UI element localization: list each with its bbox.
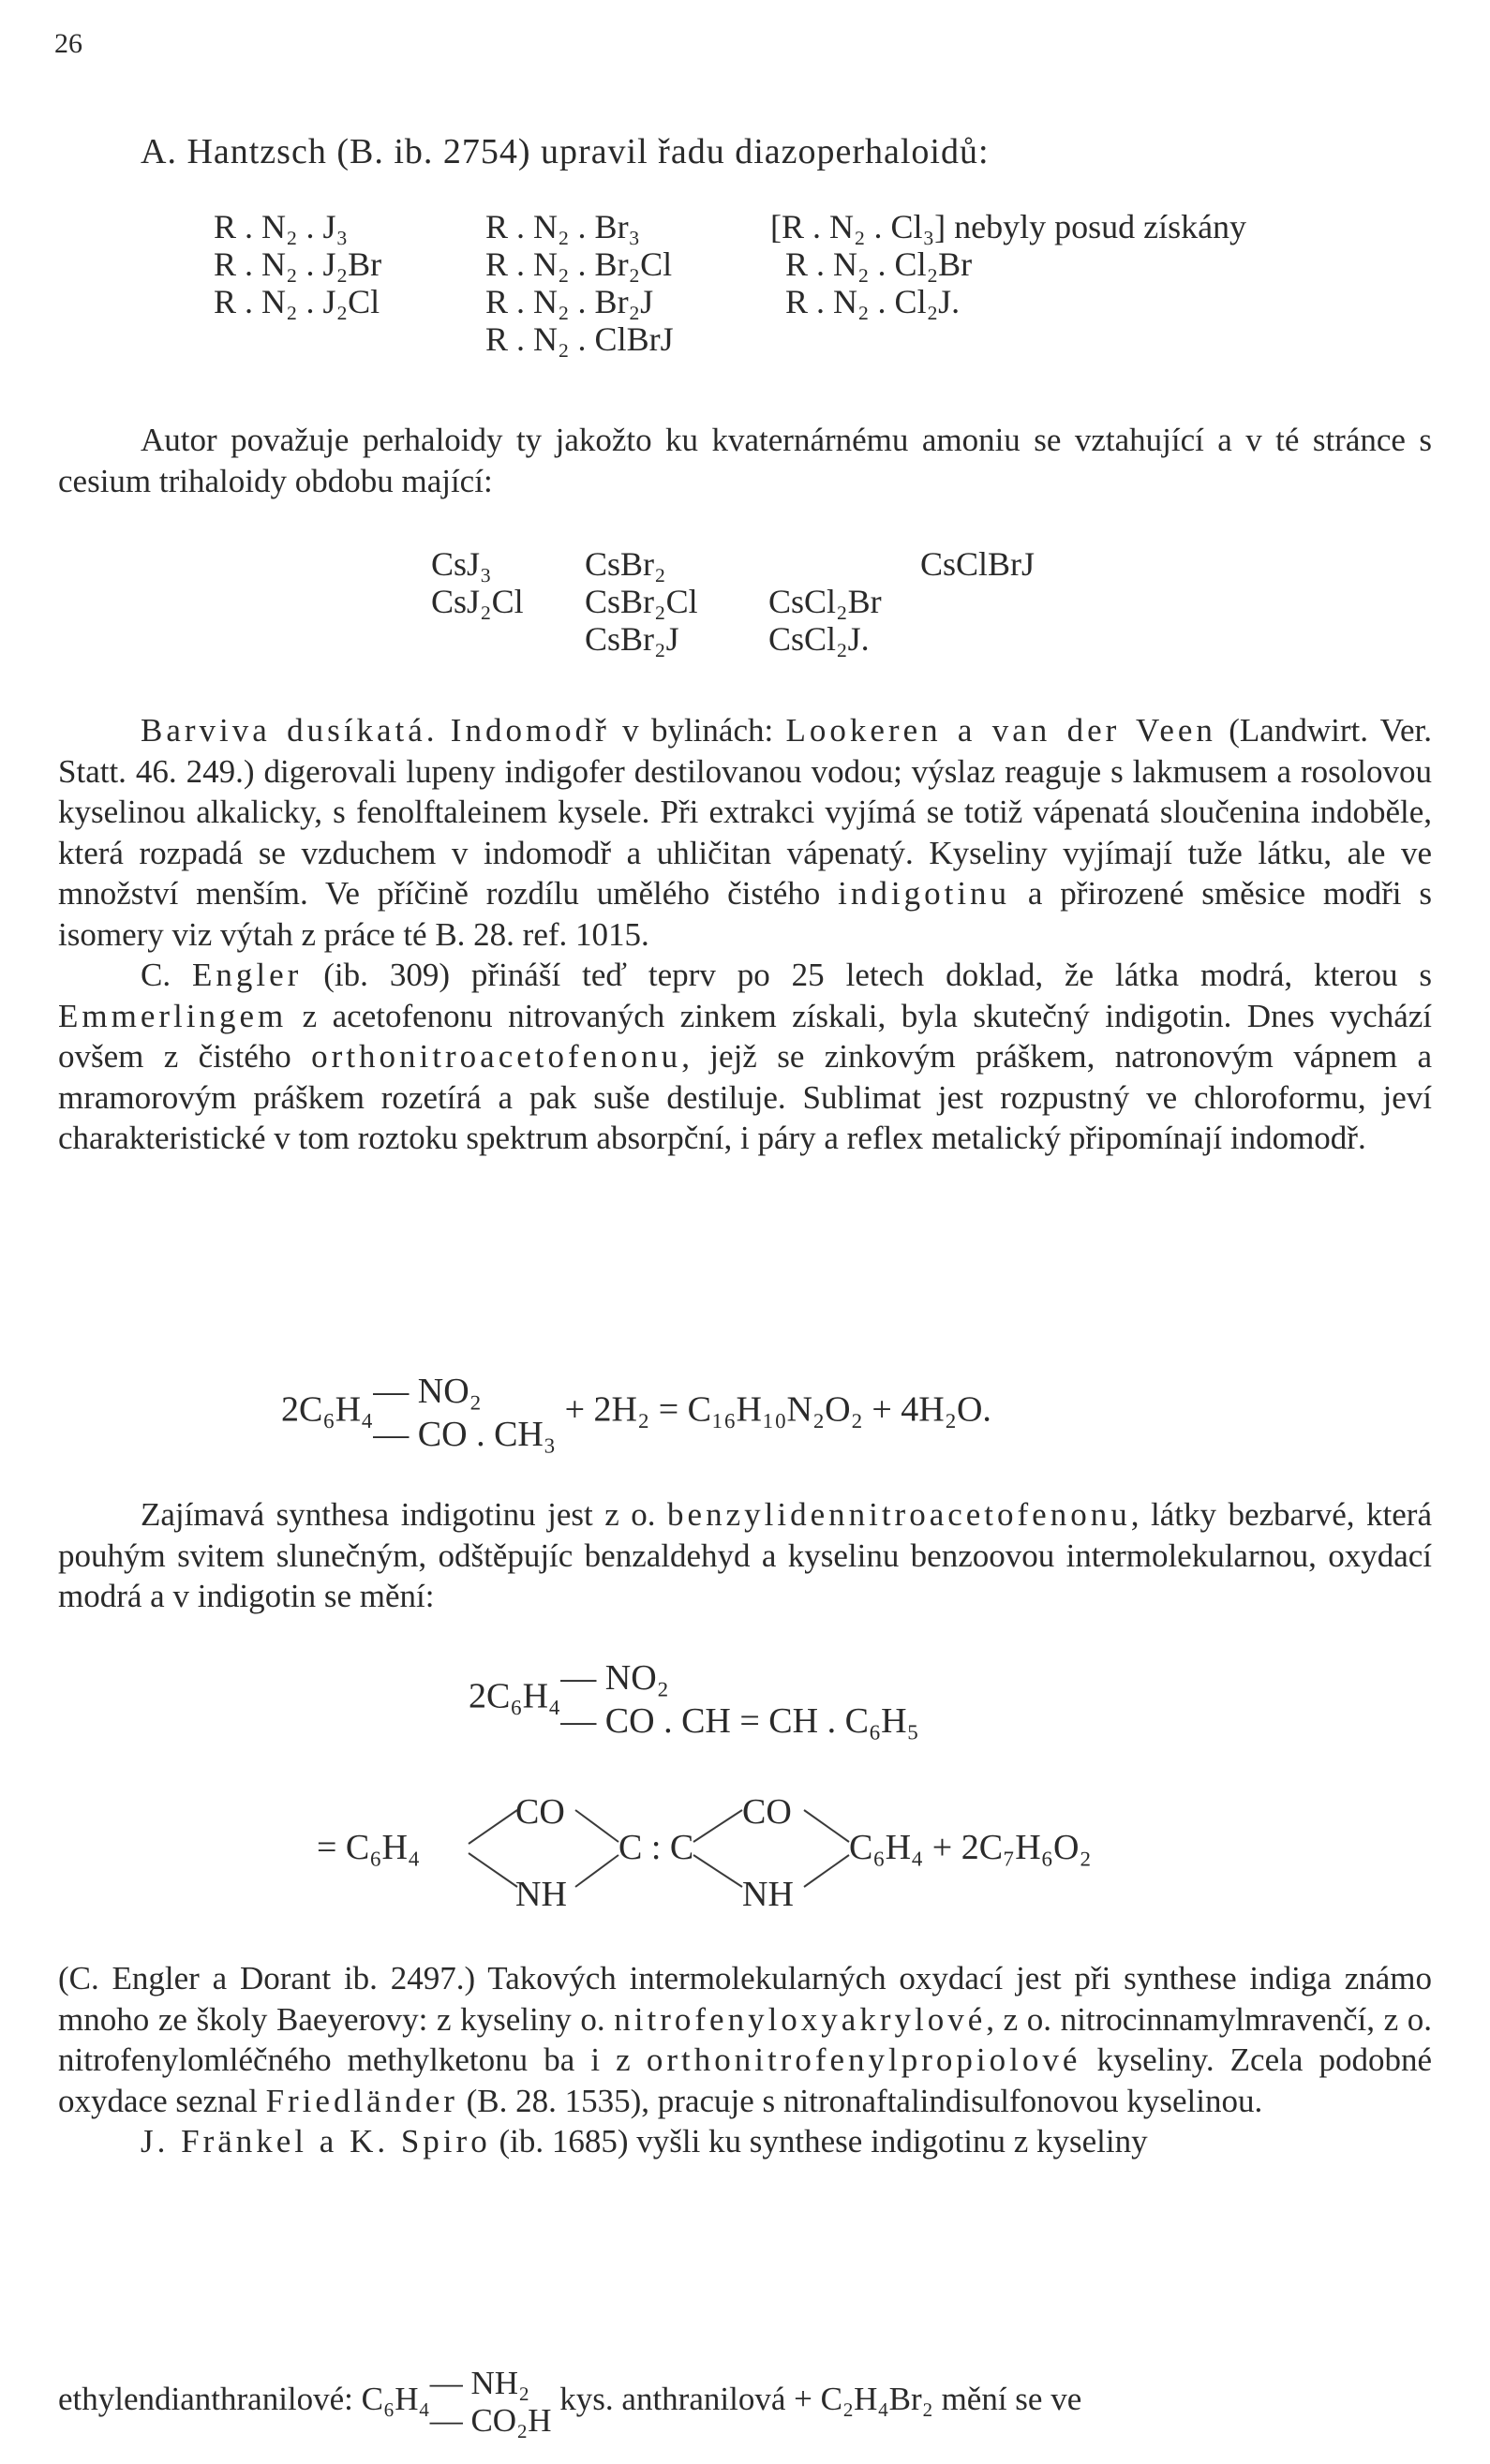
diazo-formula: R . N₂ . Br₂J: [485, 283, 654, 320]
substituent-stack: [430, 2365, 552, 2440]
text-span: z acetofenonu nitrovaných zinkem získali, byla skutečný indigotin. Dnes vychází ovšem z čistého: [58, 997, 1433, 1075]
diazo-formula: R . N₂ . ClBrJ: [485, 320, 674, 358]
paragraph-oxydace: [58, 1958, 1432, 2162]
equation-rest: + 2H₂ = C₁₆H₁₀N₂O₂ + 4H₂O.: [564, 1389, 991, 1430]
equation-part: C : C: [618, 1828, 694, 1867]
term-compound: orthonitrofenylpropiolové: [646, 2041, 1081, 2078]
bond-line: [804, 1855, 849, 1887]
diazo-formula: R . N₂ . J₂Br: [214, 245, 382, 283]
bond-line: [575, 1810, 618, 1842]
text-span: kyseliny. Zcela podobné oxydace seznal: [58, 2041, 1433, 2119]
section-label: Barviva dusíkatá.: [141, 712, 439, 749]
diazo-formula: [R . N₂ . Cl₃] nebyly posud získány: [770, 208, 1247, 245]
text-span: (ib. 309) přináší teď teprv po 25 letech doklad, že látka modrá, kterou s: [323, 957, 1433, 993]
author-names: J. Fränkel a K. Spiro: [141, 2123, 491, 2160]
text-span: (ib. 1685) vyšli ku synthese indigotinu z kyseliny: [499, 2123, 1148, 2160]
bond-line: [575, 1855, 618, 1887]
cesium-formula: CsJ₂Cl: [431, 583, 524, 620]
text-span: kys. anthranilová + C₂H₄Br₂ mění se ve: [559, 2381, 1082, 2418]
text-span: (Landwirt. Ver. Statt. 46. 249.) digerovali lupeny indigofer destilovanou vodou; výslaz reaguje s lakmusem a rosolovou kyselinou alkalicky, s fenolftaleinem kysele. Při extrakci vyjímá se totiž vápenatá sloučenina indoběle, která rozpadá se vzduchem v indomodř a uhličitan vápenatý. Kyseliny vyjímají tuže látku, ale ve množství menším. Ve příčině rozdílu umělého čistého: [58, 712, 1433, 912]
cesium-formula: CsCl₂J.: [768, 620, 870, 658]
substituent-top: — NO₂: [373, 1372, 482, 1411]
group-co: CO: [515, 1792, 565, 1832]
equation-part: = C₆H₄: [317, 1828, 421, 1867]
cesium-formula: CsBr₂Cl: [585, 583, 698, 620]
cesium-formula: CsJ₃: [431, 545, 492, 583]
substituent-bottom: — CO₂H: [429, 2402, 552, 2439]
text-span: , látky bezbarvé, která pouhým svitem slunečným, odštěpujíc benzaldehyd a kyselinu benzoovou intermolekularnou, oxydací modrá a v indigotin se mění:: [58, 1496, 1432, 1614]
diazo-formula: R . N₂ . J₂Cl: [214, 283, 380, 320]
equation-lead: 2C₆H₄: [281, 1389, 374, 1430]
group-nh: NH: [515, 1875, 567, 1914]
bond-line: [804, 1810, 849, 1842]
bond-line: [693, 1855, 742, 1887]
author-name: Friedländer: [265, 2082, 458, 2119]
paragraph-text: Autor považuje perhaloidy ty jakožto ku kvaternárnému amoniu se vztahující a v té stránce s cesium trihaloidy obdobu mající:: [58, 422, 1432, 499]
text-span: Zajímavá synthesa indigotinu jest z o.: [141, 1496, 656, 1533]
cesium-formula: CsBr₂J: [585, 620, 679, 658]
group-co: CO: [742, 1792, 792, 1832]
diazo-formula: R . N₂ . Cl₂Br: [785, 245, 973, 283]
term-compound: benzylidennitroacetofenonu: [667, 1496, 1131, 1533]
text-span: ethylendianthranilové:: [58, 2381, 353, 2418]
term-compound: nitrofenyloxyakrylové: [614, 2000, 987, 2038]
bond-line: [469, 1853, 517, 1887]
section-heading: A. Hantzsch (B. ib. 2754) upravil řadu diazoperhaloidů:: [141, 132, 990, 171]
text-span: (B. 28. 1535), pracuje s nitronaftalindisulfonovou kyselinou.: [466, 2082, 1263, 2119]
substituent-bottom: — CO . CH = CH . C₆H₅: [560, 1701, 919, 1741]
group-nh: NH: [742, 1875, 794, 1914]
term-compound: orthonitroacetofenonu: [311, 1038, 682, 1075]
cesium-formula: CsCl₂Br: [768, 583, 882, 620]
term-indomodr: Indomodř: [450, 712, 610, 749]
author-name: Engler: [192, 957, 303, 993]
text-span: v bylinách:: [622, 712, 774, 749]
diazo-formula: R . N₂ . Cl₂J.: [785, 283, 961, 320]
substituent-top: — NO₂: [560, 1658, 669, 1698]
author-names: Lookeren a van der Veen: [785, 712, 1216, 749]
bond-line: [469, 1810, 517, 1844]
last-line: [58, 2365, 1081, 2440]
diazo-formula: R . N₂ . Br₃: [485, 208, 641, 245]
text-span: a přirozené směsice modři s isomery viz výtah z práce té B. 28. ref. 1015.: [58, 875, 1433, 953]
formula-c6h4: C₆H₄: [361, 2381, 430, 2418]
text-span: (C. Engler a Dorant ib. 2497.) Takových intermolekularných oxydací jest při synthese indiga známo mnoho ze školy Baeyerovy: z kyseliny o.: [58, 1960, 1432, 2038]
equation-lead: 2C₆H₄: [469, 1676, 561, 1716]
diazo-formula: R . N₂ . J₃: [214, 208, 349, 245]
equation-part: C₆H₄ + 2C₇H₆O₂: [849, 1828, 1092, 1867]
text-span: , z o. nitrocinnamylmravenčí, z o. nitrofenylomléčného methylketonu ba i z: [58, 2000, 1433, 2078]
text-span: , jejž se zinkovým práškem, natronovým vápnem a mramorovým práškem rozetírá a pak suše destiluje. Sublimat jest rozpustný ve chloroformu, jeví charakteristické v tom roztoku spektrum absorpční, i páry a reflex metalický připomínají indomodř.: [58, 1038, 1432, 1156]
author-name: Emmerlingem: [58, 997, 288, 1034]
substituent-top: — NH₂: [429, 2365, 530, 2401]
page-number: 26: [54, 28, 82, 59]
text-span: C.: [141, 957, 171, 993]
bond-line: [693, 1810, 742, 1842]
cesium-formula: CsClBrJ: [920, 545, 1036, 583]
diazo-formula: R . N₂ . Br₂Cl: [485, 245, 673, 283]
substituent-bottom: — CO . CH₃: [373, 1415, 557, 1454]
term-indigotin: indigotinu: [838, 875, 1011, 912]
cesium-formula: CsBr₂: [585, 545, 666, 583]
